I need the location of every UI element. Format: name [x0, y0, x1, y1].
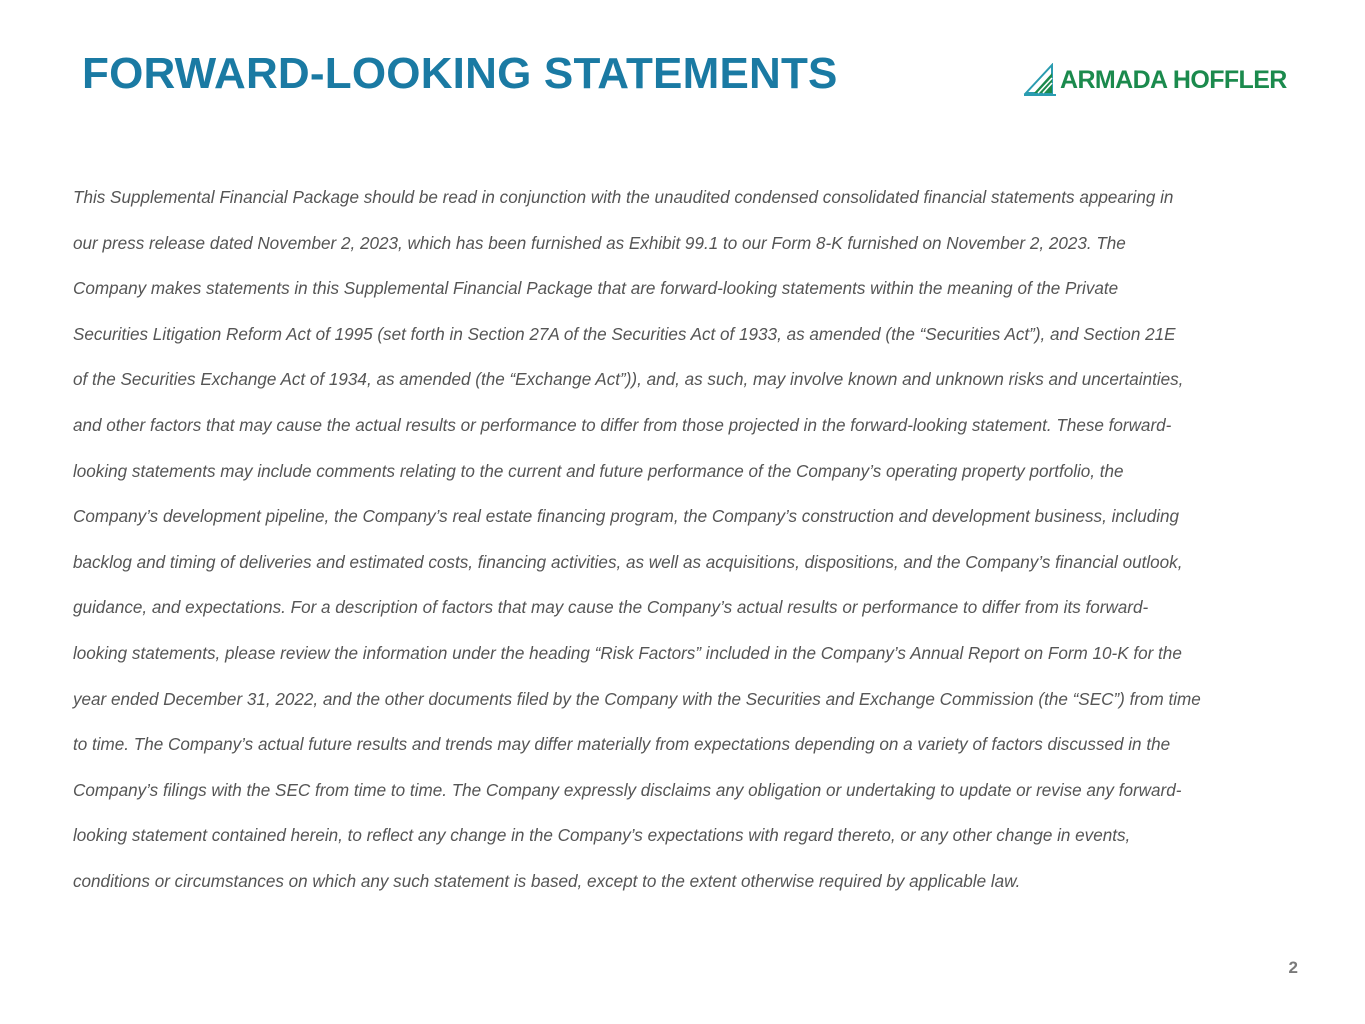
page-title: FORWARD-LOOKING STATEMENTS: [82, 49, 838, 98]
paragraph-line: to time. The Company’s actual future results and trends may differ materially from expectations depending on a variety of factors discussed in the: [73, 735, 1171, 755]
paragraph-line: Company’s development pipeline, the Company’s real estate financing program, the Company’s construction and development business, including: [73, 507, 1180, 527]
company-logo: [1022, 62, 1302, 98]
paragraph-line: Company makes statements in this Supplemental Financial Package that are forward-looking statements within the meaning of the Private: [73, 279, 1119, 299]
paragraph-line: Company’s filings with the SEC from time to time. The Company expressly disclaims any obligation or undertaking to update or revise any forward-: [73, 780, 1182, 800]
paragraph-line: Securities Litigation Reform Act of 1995 (set forth in Section 27A of the Securities Act of 1933, as amended (the “Securities Act”), and Section 21E: [73, 324, 1176, 344]
paragraph-line: This Supplemental Financial Package should be read in conjunction with the unaudited condensed consolidated financial statements appearing in: [73, 188, 1174, 207]
page-number: 2: [1288, 958, 1298, 977]
paragraph-line: our press release dated November 2, 2023, which has been furnished as Exhibit 99.1 to our Form 8-K furnished on November 2, 2023. The: [73, 233, 1126, 253]
paragraph-line: backlog and timing of deliveries and estimated costs, financing activities, as well as acquisitions, dispositions, and the Company’s financial outlook,: [73, 552, 1183, 572]
paragraph-line: conditions or circumstances on which any such statement is based, except to the extent otherwise required by applicable law.: [73, 871, 1021, 891]
paragraph-line: looking statement contained herein, to reflect any change in the Company’s expectations with regard thereto, or any other change in events,: [73, 826, 1131, 846]
paragraph-line: looking statements, please review the information under the heading “Risk Factors” included in the Company’s Annual Report on Form 10-K for the: [73, 643, 1182, 663]
armada-hoffler-logo-icon: [1022, 63, 1058, 97]
paragraph-line: guidance, and expectations. For a description of factors that may cause the Company’s actual results or performance to differ from its forward-: [73, 598, 1149, 618]
disclaimer-paragraph: [73, 175, 1293, 905]
paragraph-line: looking statements may include comments relating to the current and future performance of the Company’s operating property portfolio, the: [73, 461, 1124, 481]
paragraph-line: and other factors that may cause the actual results or performance to differ from those projected in the forward-looking statement. These forward-: [73, 415, 1172, 435]
paragraph-line: year ended December 31, 2022, and the other documents filed by the Company with the Securities and Exchange Commission (the “SEC”) from time: [73, 689, 1201, 709]
logo-wordmark: ARMADA HOFFLER: [1060, 65, 1287, 94]
paragraph-line: of the Securities Exchange Act of 1934, as amended (the “Exchange Act”)), and, as such, may involve known and unknown risks and uncertainties,: [73, 370, 1184, 390]
